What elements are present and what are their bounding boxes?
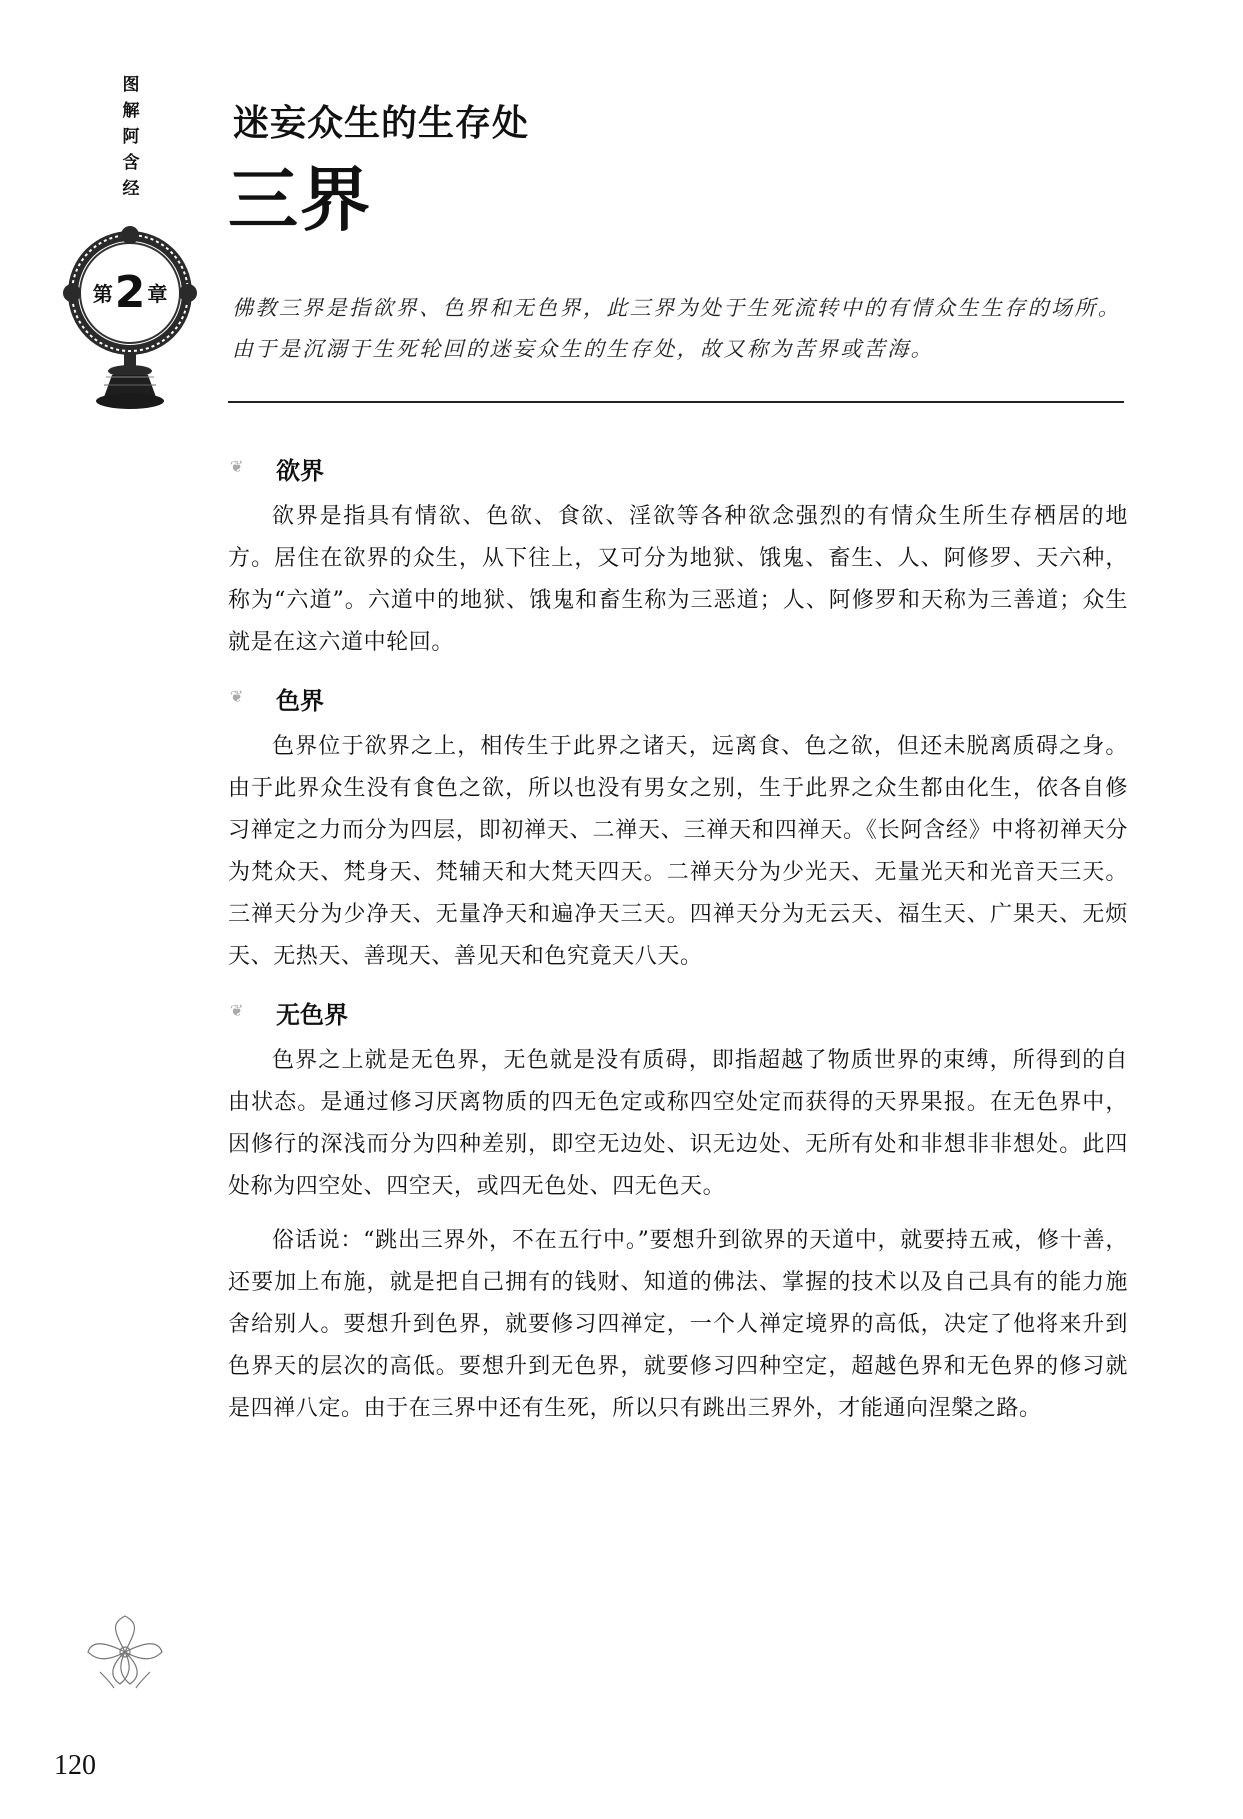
main-content — [228, 446, 1128, 1442]
book-title-char: 图 — [122, 75, 140, 95]
section-title: 无色界 — [276, 1000, 348, 1029]
page-number: 120 — [54, 1750, 96, 1781]
section-heading — [230, 676, 1128, 720]
chapter-label — [60, 267, 200, 318]
chapter-prefix: 第 — [92, 282, 113, 306]
ornate-frame-icon — [60, 225, 200, 425]
section-title: 欲界 — [276, 456, 324, 485]
body-paragraph: 俗话说：“跳出三界外，不在五行中。”要想升到欲界的天道中，就要持五戒，修十善，还要加上布施，就是把自己拥有的钱财、知道的佛法、掌握的技术以及自己具有的能力施舍给别人。要想升到色界，就要修习四禅定，一个人禅定境界的高低，决定了他将来升到色界天的层次的高低。要想升到无色界，就要修习四种空定，超越色界和无色界的修习就是四禅八定。由于在三界中还有生死，所以只有跳出三界外，才能通向涅槃之路。 — [228, 1228, 1128, 1421]
book-title-char: 阿 — [122, 127, 140, 147]
book-title-vertical — [118, 72, 144, 202]
body-paragraph: 欲界是指具有情欲、色欲、食欲、淫欲等各种欲念强烈的有情众生所生存栖居的地方。居住在欲界的众生，从下往上，又可分为地狱、饿鬼、畜生、人、阿修罗、天六种，称为“六道”。六道中的地狱、饿鬼和畜生称为三恶道；人、阿修罗和天称为三善道；众生就是在这六道中轮回。 — [228, 504, 1128, 655]
chapter-badge — [60, 225, 200, 425]
chapter-number: 2 — [114, 267, 146, 318]
page-title: 三界 — [228, 158, 372, 241]
section-subtitle: 迷妄众生的生存处 — [233, 103, 530, 144]
lotus-flower-icon — [80, 1612, 170, 1692]
book-title-char: 经 — [122, 179, 140, 199]
body-paragraph: 色界位于欲界之上，相传生于此界之诸天，远离食、色之欲，但还未脱离质碍之身。由于此界众生没有食色之欲，所以也没有男女之别，生于此界之众生都由化生，依各自修习禅定之力而分为四层，即初禅天、二禅天、三禅天和四禅天。《长阿含经》中将初禅天分为梵众天、梵身天、梵辅天和大梵天四天。二禅天分为少光天、无量光天和光音天三天。三禅天分为少净天、无量净天和遍净天三天。四禅天分为无云天、福生天、广果天、无烦天、无热天、善现天、善见天和色究竟天八天。 — [228, 734, 1128, 969]
leaf-ornament-icon: ❦ — [230, 687, 242, 706]
section-heading — [230, 990, 1128, 1034]
body-paragraph: 色界之上就是无色界，无色就是没有质碍，即指超越了物质世界的束缚，所得到的自由状态。是通过修习厌离物质的四无色定或称四空处定而获得的天界果报。在无色界中，因修行的深浅而分为四种差别，即空无边处、识无边处、无所有处和非想非非想处。此四处称为四空处、四空天，或四无色处、四无色天。 — [228, 1048, 1128, 1199]
divider — [228, 401, 1124, 403]
book-title-char: 解 — [122, 101, 140, 121]
section-title: 色界 — [276, 686, 324, 715]
book-title-char: 含 — [122, 153, 140, 173]
section-heading — [230, 446, 1128, 490]
chapter-suffix: 章 — [147, 282, 168, 306]
leaf-ornament-icon: ❦ — [230, 1001, 242, 1020]
intro-paragraph: 佛教三界是指欲界、色界和无色界，此三界为处于生死流转中的有情众生生存的场所。由于是沉溺于生死轮回的迷妄众生的生存处，故又称为苦界或苦海。 — [232, 296, 1122, 361]
leaf-ornament-icon: ❦ — [230, 457, 242, 476]
